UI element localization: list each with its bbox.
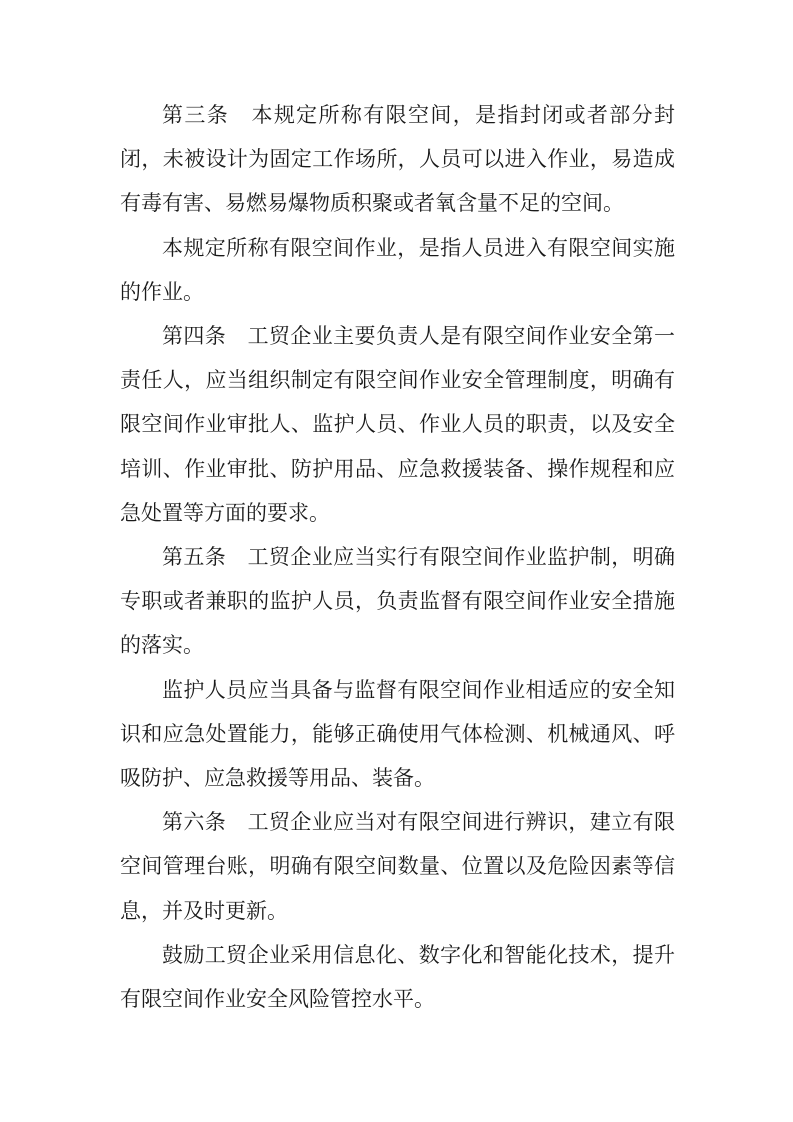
document-body [120,93,675,1021]
article-5-paragraph: 第五条 工贸企业应当实行有限空间作业监护制，明确专职或者兼职的监护人员，负责监督有限空间作业安全措施的落实。 [120,545,675,658]
article-4-paragraph: 第四条 工贸企业主要负责人是有限空间作业安全第一责任人，应当组织制定有限空间作业安全管理制度，明确有限空间作业审批人、监护人员、作业人员的职责，以及安全培训、作业审批、防护用品、应急救援装备、操作规程和应急处置等方面的要求。 [120,324,675,525]
article-3-supplement-paragraph: 本规定所称有限空间作业，是指人员进入有限空间实施的作业。 [120,235,675,304]
article-6-supplement-paragraph: 鼓励工贸企业采用信息化、数字化和智能化技术，提升有限空间作业安全风险管控水平。 [120,942,675,1012]
article-5-supplement-paragraph: 监护人员应当具备与监督有限空间作业相适应的安全知识和应急处置能力，能够正确使用气体检测、机械通风、呼吸防护、应急救援等用品、装备。 [120,677,675,791]
article-3-paragraph: 第三条 本规定所称有限空间，是指封闭或者部分封闭，未被设计为固定工作场所，人员可以进入作业，易造成有毒有害、易燃易爆物质积聚或者氧含量不足的空间。 [120,103,675,216]
article-6-paragraph: 第六条 工贸企业应当对有限空间进行辨识，建立有限空间管理台账，明确有限空间数量、位置以及危险因素等信息，并及时更新。 [120,810,675,923]
